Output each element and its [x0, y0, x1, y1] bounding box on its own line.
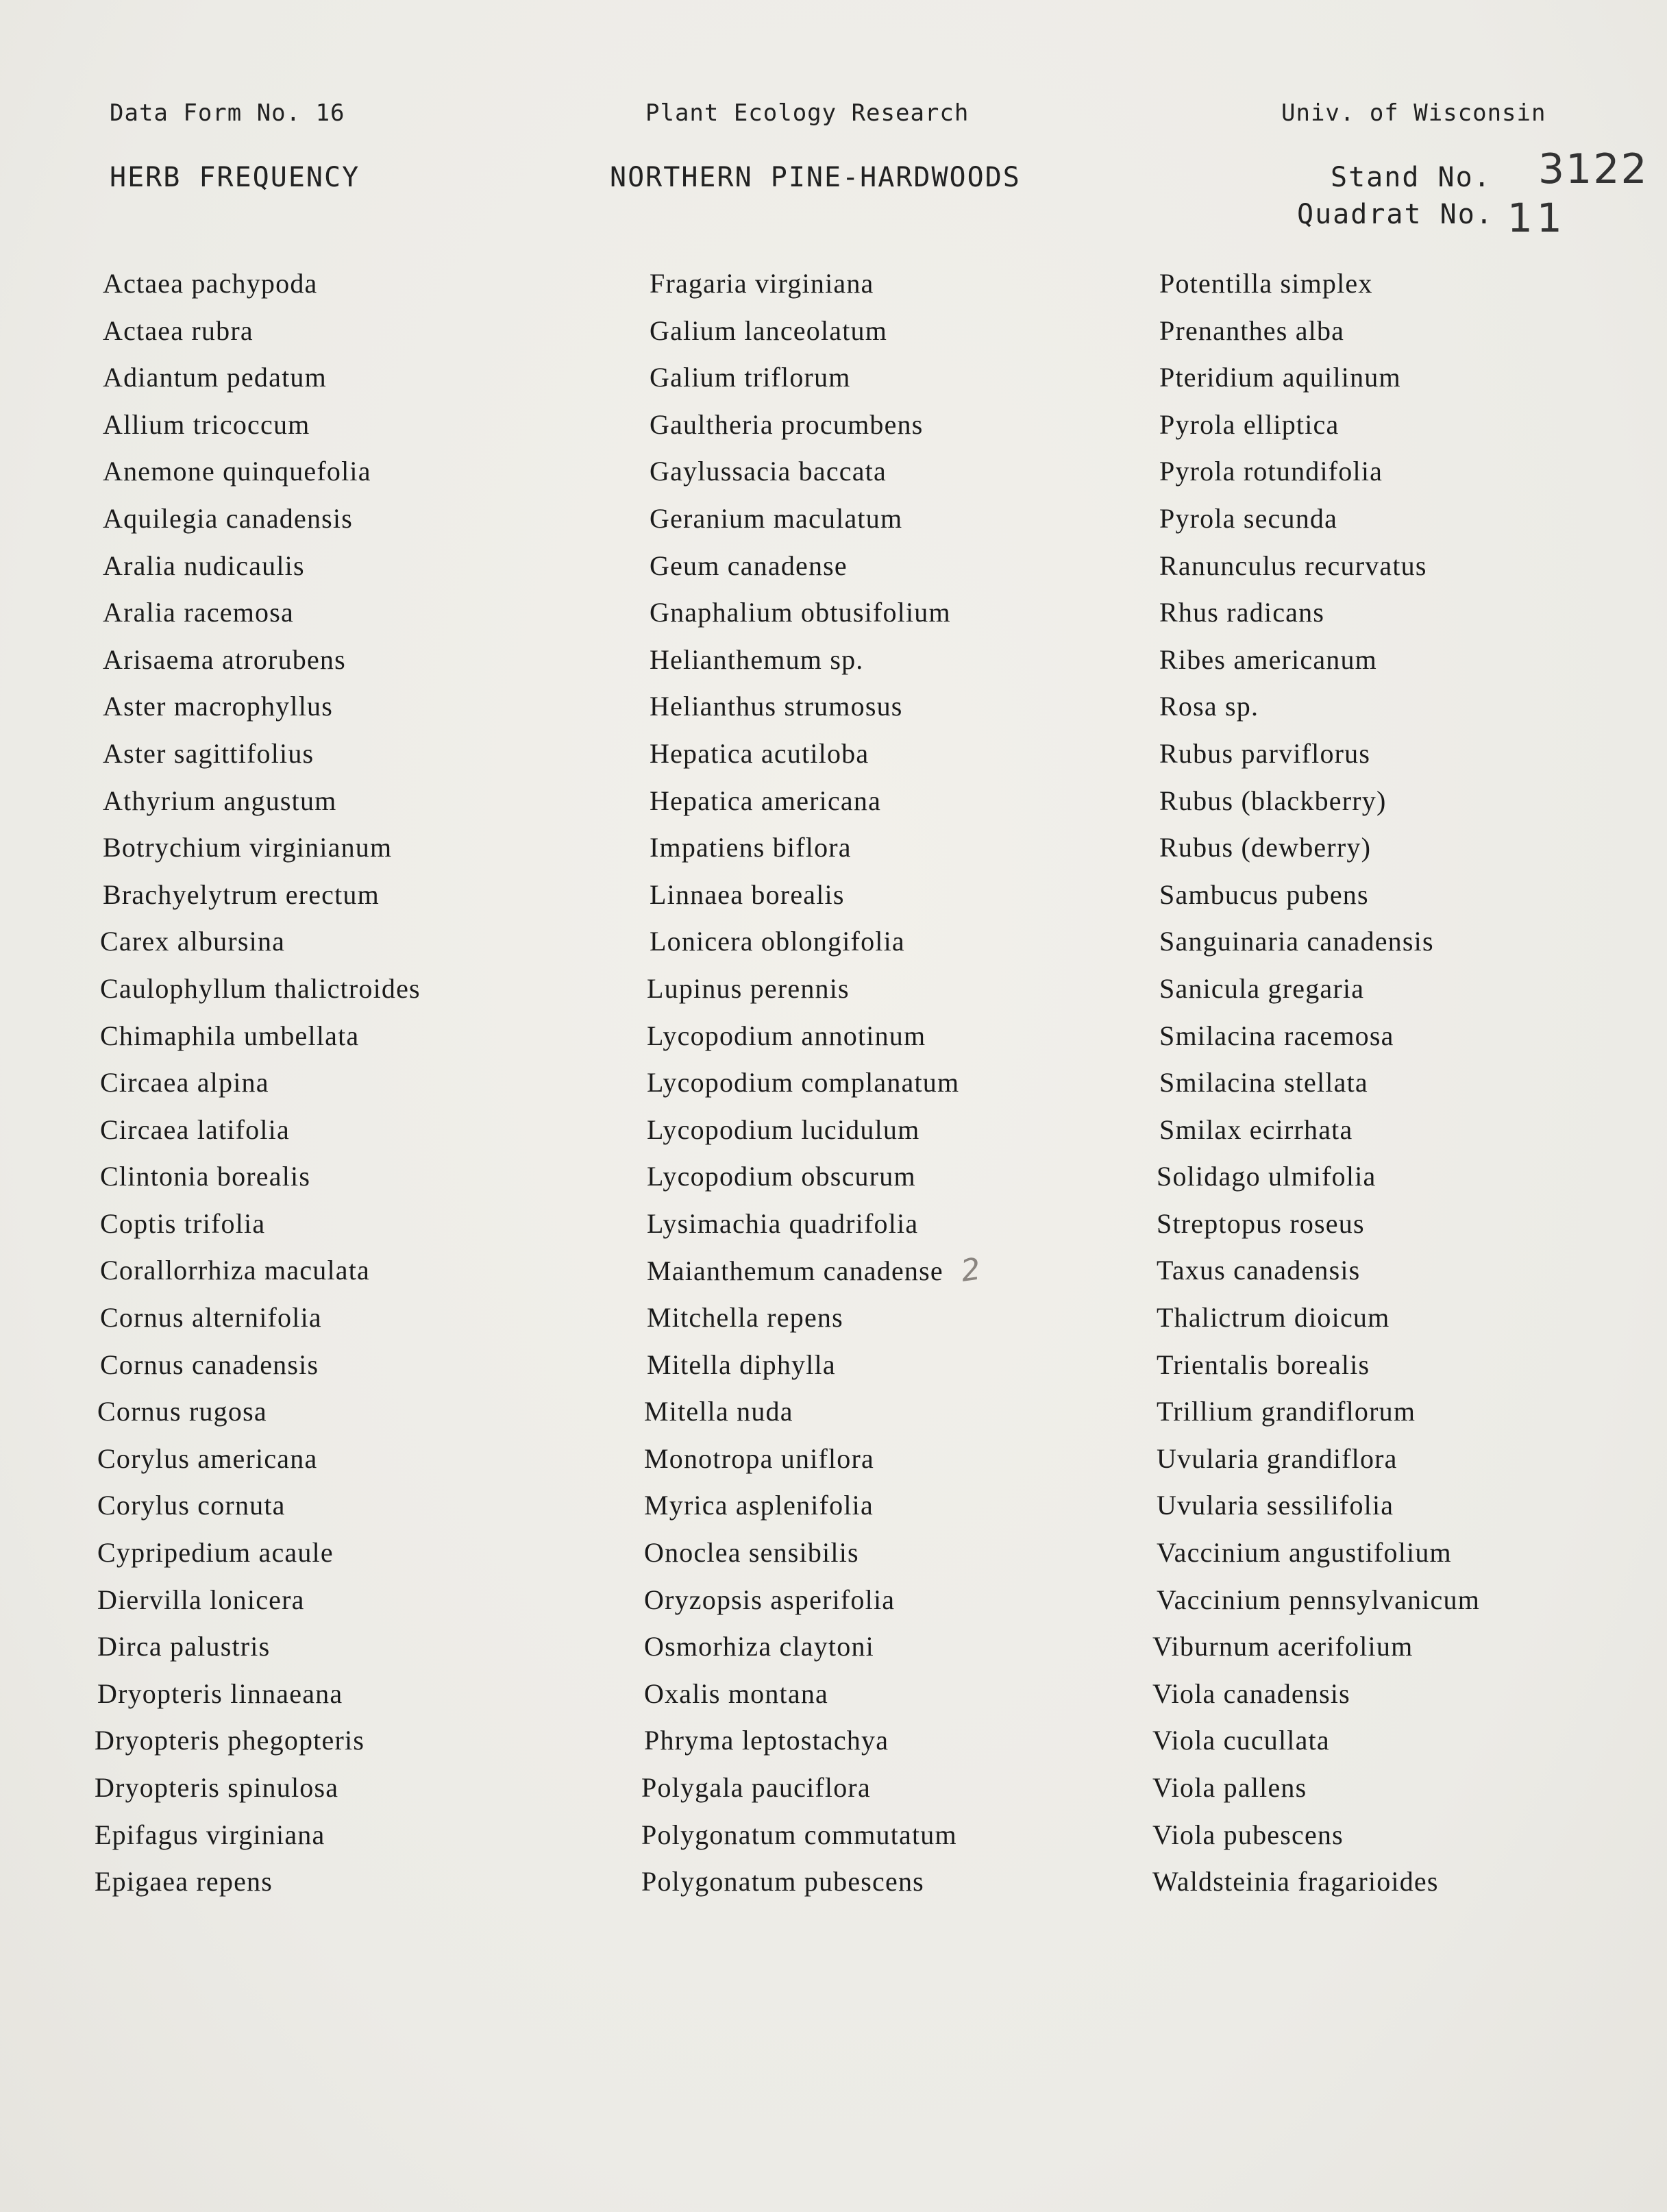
species-name: Coptis trifolia — [100, 1207, 266, 1239]
species-name: Osmorhiza claytoni — [644, 1631, 874, 1662]
species-entry — [650, 918, 1143, 966]
species-name: Uvularia grandiflora — [1157, 1442, 1398, 1474]
species-entry — [103, 683, 596, 730]
handwritten-count: 2 — [959, 1251, 984, 1290]
species-entry — [95, 1858, 596, 1906]
species-entry — [641, 1858, 1143, 1906]
species-entry — [1159, 495, 1653, 543]
species-name: Mitella nuda — [644, 1396, 793, 1427]
stand-label: Stand No. — [1331, 162, 1492, 193]
species-entry — [641, 1812, 1143, 1859]
species-name: Fragaria virginiana — [650, 268, 874, 299]
species-name: Epifagus virginiana — [95, 1819, 325, 1850]
species-entry — [647, 1294, 1143, 1342]
species-entry — [1159, 918, 1653, 966]
species-entry — [650, 448, 1143, 495]
species-entry — [103, 589, 596, 637]
species-name: Athyrium angustum — [103, 785, 337, 816]
species-name: Polygonatum pubescens — [641, 1866, 924, 1897]
species-name: Oxalis montana — [644, 1678, 828, 1709]
species-entry — [647, 1342, 1143, 1389]
species-name: Maianthemum canadense — [647, 1255, 943, 1287]
species-entry — [100, 918, 596, 966]
species-name: Aralia nudicaulis — [103, 550, 305, 581]
species-name: Pyrola secunda — [1159, 502, 1338, 534]
species-name: Circaea alpina — [100, 1067, 269, 1098]
species-entry — [650, 637, 1143, 684]
species-name: Viola canadensis — [1152, 1678, 1350, 1709]
species-entry — [1157, 1247, 1653, 1294]
species-entry — [97, 1388, 596, 1436]
species-name: Thalictrum dioicum — [1157, 1302, 1390, 1334]
species-name: Galium triflorum — [650, 362, 851, 393]
species-entry — [650, 872, 1143, 919]
species-name: Polygala pauciflora — [641, 1772, 871, 1803]
quadrat-number-handwritten: 11 — [1507, 195, 1566, 241]
species-column-2 — [641, 260, 1143, 1906]
species-name: Rubus (blackberry) — [1159, 785, 1387, 816]
species-entry — [650, 402, 1143, 449]
species-entry — [650, 354, 1143, 402]
species-name: Diervilla lonicera — [97, 1584, 305, 1615]
species-entry — [97, 1529, 596, 1577]
species-entry — [641, 1765, 1143, 1812]
species-name: Allium tricoccum — [103, 408, 310, 440]
organization-name: Plant Ecology Research — [645, 99, 970, 127]
species-name: Cornus alternifolia — [100, 1302, 322, 1334]
species-entry — [97, 1623, 596, 1671]
species-name: Circaea latifolia — [100, 1114, 290, 1145]
species-name: Phryma leptostachya — [644, 1725, 889, 1756]
species-name: Uvularia sessilifolia — [1157, 1490, 1394, 1521]
species-entry — [100, 1294, 596, 1342]
species-entry — [644, 1671, 1143, 1718]
species-entry — [647, 1107, 1143, 1154]
species-entry — [1157, 1577, 1653, 1624]
species-entry — [650, 778, 1143, 825]
species-entry — [650, 683, 1143, 730]
species-name: Hepatica acutiloba — [650, 737, 869, 769]
species-name: Potentilla simplex — [1159, 268, 1373, 299]
species-name: Lycopodium annotinum — [647, 1020, 926, 1051]
species-name: Ranunculus recurvatus — [1159, 550, 1427, 581]
species-entry — [103, 543, 596, 590]
species-name: Monotropa uniflora — [644, 1442, 874, 1474]
species-name: Brachyelytrum erectum — [103, 878, 380, 910]
species-entry — [100, 1247, 596, 1294]
species-name: Actaea rubra — [103, 315, 254, 346]
species-name: Chimaphila umbellata — [100, 1020, 360, 1051]
species-name: Impatiens biflora — [650, 832, 852, 863]
species-entry — [1159, 824, 1653, 872]
species-entry — [644, 1388, 1143, 1436]
species-name: Botrychium virginianum — [103, 832, 393, 863]
species-entry — [1159, 872, 1653, 919]
species-name: Rubus parviflorus — [1159, 737, 1371, 769]
species-entry — [100, 1153, 596, 1201]
species-entry — [1159, 354, 1653, 402]
species-name: Sanicula gregaria — [1159, 972, 1365, 1004]
species-name: Corallorrhiza maculata — [100, 1255, 370, 1286]
species-entry — [1159, 1059, 1653, 1107]
species-entry — [650, 260, 1143, 308]
species-entry — [650, 589, 1143, 637]
species-entry — [103, 778, 596, 825]
species-name: Waldsteinia fragarioides — [1152, 1866, 1439, 1897]
species-name: Sambucus pubens — [1159, 878, 1369, 910]
species-name: Helianthus strumosus — [650, 691, 903, 722]
species-entry — [95, 1812, 596, 1859]
species-name: Smilacina stellata — [1159, 1067, 1368, 1098]
species-entry — [650, 543, 1143, 590]
species-name: Corylus cornuta — [97, 1490, 286, 1521]
species-entry — [644, 1436, 1143, 1483]
species-entry — [97, 1577, 596, 1624]
species-name: Viola cucullata — [1152, 1725, 1330, 1756]
species-name: Dryopteris spinulosa — [95, 1772, 339, 1803]
species-entry — [1157, 1201, 1653, 1248]
species-name: Dryopteris linnaeana — [97, 1678, 343, 1709]
species-name: Pteridium aquilinum — [1159, 362, 1401, 393]
quadrat-label: Quadrat No. — [1297, 199, 1494, 230]
species-name: Aster macrophyllus — [103, 691, 333, 722]
species-name: Lonicera oblongifolia — [650, 926, 905, 957]
species-entry — [97, 1436, 596, 1483]
species-column-1 — [95, 260, 596, 1906]
species-entry — [100, 1201, 596, 1248]
species-name: Vaccinium angustifolium — [1157, 1537, 1452, 1569]
species-entry — [647, 1201, 1143, 1248]
species-name: Vaccinium pennsylvanicum — [1157, 1584, 1481, 1615]
species-name: Ribes americanum — [1159, 643, 1377, 675]
species-entry — [100, 1013, 596, 1060]
species-name: Gaultheria procumbens — [650, 408, 924, 440]
species-entry — [1157, 1294, 1653, 1342]
species-name: Cypripedium acaule — [97, 1537, 334, 1569]
species-entry — [644, 1529, 1143, 1577]
species-name: Gnaphalium obtusifolium — [650, 597, 951, 628]
species-entry — [1157, 1529, 1653, 1577]
species-entry — [650, 495, 1143, 543]
species-name: Streptopus roseus — [1157, 1207, 1365, 1239]
species-name: Dryopteris phegopteris — [95, 1725, 365, 1756]
species-column-3 — [1152, 260, 1653, 1906]
species-name: Cornus canadensis — [100, 1349, 319, 1380]
species-entry — [1159, 260, 1653, 308]
species-name: Epigaea repens — [95, 1866, 273, 1897]
form-number: Data Form No. 16 — [110, 99, 345, 127]
species-entry — [97, 1482, 596, 1529]
species-entry — [1159, 683, 1653, 730]
species-name: Rosa sp. — [1159, 691, 1259, 722]
species-name: Oryzopsis asperifolia — [644, 1584, 896, 1615]
species-name: Onoclea sensibilis — [644, 1537, 859, 1569]
species-name: Myrica asplenifolia — [644, 1490, 874, 1521]
species-name: Mitella diphylla — [647, 1349, 836, 1380]
species-name: Lycopodium complanatum — [647, 1067, 960, 1098]
species-name: Taxus canadensis — [1157, 1255, 1361, 1286]
species-entry — [1157, 1153, 1653, 1201]
species-entry — [647, 1247, 1143, 1294]
species-name: Lycopodium obscurum — [647, 1161, 916, 1192]
species-entry — [1159, 1013, 1653, 1060]
species-name: Clintonia borealis — [100, 1161, 311, 1192]
species-entry — [647, 1013, 1143, 1060]
species-name: Anemone quinquefolia — [103, 456, 371, 487]
species-name: Smilacina racemosa — [1159, 1020, 1394, 1051]
species-name: Aralia racemosa — [103, 597, 294, 628]
species-entry — [644, 1577, 1143, 1624]
species-entry — [1157, 1482, 1653, 1529]
species-entry — [1159, 966, 1653, 1013]
species-entry — [103, 824, 596, 872]
species-entry — [1152, 1717, 1653, 1765]
species-entry — [647, 1059, 1143, 1107]
stand-number-handwritten: 3122 — [1538, 145, 1649, 193]
species-name: Rubus (dewberry) — [1159, 832, 1372, 863]
species-name: Polygonatum commutatum — [641, 1819, 957, 1850]
species-name: Viburnum acerifolium — [1152, 1631, 1413, 1662]
species-entry — [1157, 1388, 1653, 1436]
species-name: Gaylussacia baccata — [650, 456, 887, 487]
species-name: Pyrola rotundifolia — [1159, 456, 1383, 487]
species-name: Pyrola elliptica — [1159, 408, 1339, 440]
species-name: Dirca palustris — [97, 1631, 271, 1662]
species-entry — [1152, 1623, 1653, 1671]
species-entry — [103, 402, 596, 449]
species-entry — [103, 448, 596, 495]
species-entry — [1159, 589, 1653, 637]
species-name: Helianthemum sp. — [650, 643, 864, 675]
species-entry — [1159, 448, 1653, 495]
species-entry — [100, 1342, 596, 1389]
species-entry — [647, 1153, 1143, 1201]
species-entry — [1159, 730, 1653, 778]
species-entry — [644, 1717, 1143, 1765]
species-entry — [103, 872, 596, 919]
species-entry — [1152, 1858, 1653, 1906]
species-entry — [1157, 1436, 1653, 1483]
species-entry — [1159, 402, 1653, 449]
community-type: NORTHERN PINE-HARDWOODS — [610, 162, 1021, 193]
species-entry — [100, 966, 596, 1013]
species-name: Actaea pachypoda — [103, 268, 318, 299]
species-name: Viola pallens — [1152, 1772, 1307, 1803]
species-entry — [644, 1482, 1143, 1529]
species-name: Sanguinaria canadensis — [1159, 926, 1434, 957]
species-name: Smilax ecirrhata — [1159, 1114, 1353, 1145]
species-entry — [1159, 1107, 1653, 1154]
species-name: Viola pubescens — [1152, 1819, 1344, 1850]
species-name: Geum canadense — [650, 550, 848, 581]
species-entry — [1159, 778, 1653, 825]
species-name: Aquilegia canadensis — [103, 502, 353, 534]
species-entry — [650, 824, 1143, 872]
species-entry — [97, 1671, 596, 1718]
species-entry — [650, 308, 1143, 355]
species-entry — [1152, 1765, 1653, 1812]
species-entry — [650, 730, 1143, 778]
species-entry — [644, 1623, 1143, 1671]
species-name: Mitchella repens — [647, 1302, 843, 1334]
species-name: Corylus americana — [97, 1442, 318, 1474]
species-name: Geranium maculatum — [650, 502, 903, 534]
species-entry — [1152, 1812, 1653, 1859]
species-name: Adiantum pedatum — [103, 362, 327, 393]
species-entry — [100, 1059, 596, 1107]
species-name: Carex albursina — [100, 926, 286, 957]
species-name: Cornus rugosa — [97, 1396, 267, 1427]
species-name: Trillium grandiflorum — [1157, 1396, 1416, 1427]
species-name: Hepatica americana — [650, 785, 882, 816]
species-name: Caulophyllum thalictroides — [100, 972, 421, 1004]
species-name: Prenanthes alba — [1159, 315, 1345, 346]
species-entry — [1159, 308, 1653, 355]
species-entry — [100, 1107, 596, 1154]
species-entry — [95, 1765, 596, 1812]
form-title: HERB FREQUENCY — [110, 162, 360, 193]
species-entry — [1159, 637, 1653, 684]
species-name: Lysimachia quadrifolia — [647, 1207, 919, 1239]
species-entry — [1159, 543, 1653, 590]
species-entry — [647, 966, 1143, 1013]
species-entry — [103, 260, 596, 308]
species-name: Rhus radicans — [1159, 597, 1325, 628]
species-name: Trientalis borealis — [1157, 1349, 1370, 1380]
species-entry — [95, 1717, 596, 1765]
species-entry — [103, 730, 596, 778]
species-name: Solidago ulmifolia — [1157, 1161, 1376, 1192]
species-entry — [103, 308, 596, 355]
species-name: Galium lanceolatum — [650, 315, 888, 346]
species-entry — [103, 495, 596, 543]
species-entry — [103, 637, 596, 684]
species-name: Aster sagittifolius — [103, 737, 314, 769]
university-name: Univ. of Wisconsin — [1281, 99, 1546, 127]
species-entry — [1157, 1342, 1653, 1389]
species-name: Linnaea borealis — [650, 878, 845, 910]
species-entry — [1152, 1671, 1653, 1718]
species-entry — [103, 354, 596, 402]
species-name: Lupinus perennis — [647, 972, 850, 1004]
species-name: Arisaema atrorubens — [103, 643, 346, 675]
species-name: Lycopodium lucidulum — [647, 1114, 920, 1145]
